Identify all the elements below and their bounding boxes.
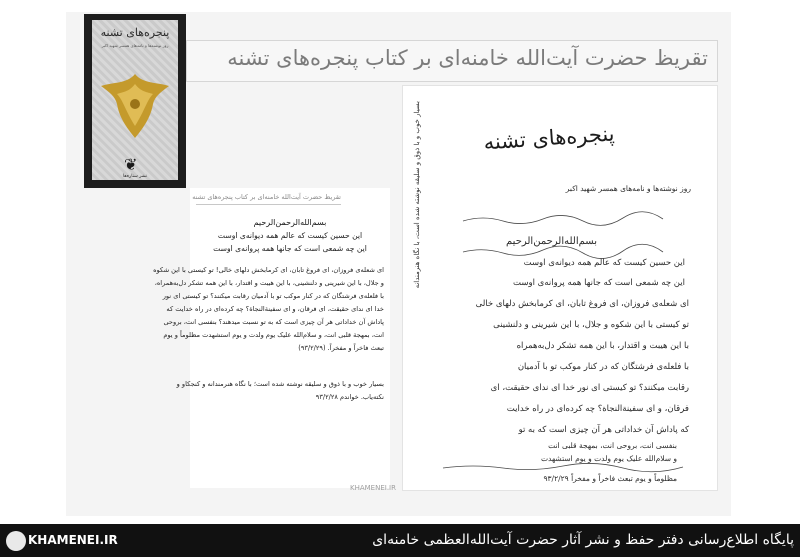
page-title: تقریظ حضرت آیت‌الله خامنه‌ای بر کتاب پنجره‌های تشنه bbox=[227, 46, 708, 70]
watermark: KHAMENEI.IR bbox=[350, 484, 396, 492]
closing-line: نکته‌یاب. خواندم ۹۳/۲/۲۸ bbox=[315, 393, 384, 401]
handwritten-line: روز نوشته‌ها و نامه‌های همسر شهید اکبر bbox=[565, 184, 691, 193]
handwritten-line: و سلام‌الله علیک یوم ولدت و یوم استشهدت bbox=[540, 454, 677, 463]
handwritten-title: پنجره‌های تشنه bbox=[482, 121, 616, 155]
book-cover-art bbox=[92, 20, 178, 180]
handwritten-line: تو کیستی با این شکوه و جلال، با این شیرینی و دلنشینی bbox=[493, 320, 689, 330]
handwritten-line: با فلعله‌ی فرشتگان که در کنار موکب تو با آدمیان bbox=[517, 362, 689, 372]
body-line: ای شعله‌ی فروزان، ای فروغ تابان، ای کرمابخش دلهای خالی! تو کیستی با این شکوه bbox=[153, 266, 384, 274]
body-line: تبعث فاخراً و مفخراً. (۹۳/۲/۲۹) bbox=[298, 344, 384, 352]
poem-line: این چه شمعی است که جانها همه پروانه‌ی اوست bbox=[213, 244, 367, 253]
footer-site-link[interactable]: KHAMENEI.IR bbox=[28, 533, 118, 547]
body-line: خدا ای ندای حقیقت، ای فرقان، و ای سفینةالنجاة؟ چه کرده‌ای در راه خدایت که bbox=[166, 305, 384, 313]
handwritten-line: بسم‌الله‌الرحمن‌الرحیم bbox=[506, 236, 597, 247]
handwritten-line: که پاداش آن خداداتی هر آن چیزی است که به تو bbox=[518, 425, 689, 435]
khamenei-logo-icon bbox=[6, 531, 26, 551]
handwritten-line: این حسین کیست که عالم همه دیوانه‌ی اوست bbox=[523, 258, 685, 268]
book-cover bbox=[84, 14, 186, 188]
closing-line: بسیار خوب و با ذوق و سلیقه نوشته شده است؛ با نگاه هنرمندانه و کنجکاو و bbox=[176, 380, 384, 388]
divider bbox=[196, 204, 341, 205]
body-line: و جلال، با این شیرینی و دلنشینی، با این هیبت و اقتدار، با این همه تشکر دل‌به‌همراه، bbox=[154, 279, 384, 287]
handwritten-line: رقابت میکنند؟ تو کیستی ای نور خدا ای ندای حقیقت، ای bbox=[490, 383, 689, 393]
ornament-icon bbox=[97, 70, 173, 142]
handwritten-line: ای شعله‌ی فروزان، ای فروغ تابان، ای کرمابخش دلهای خالی bbox=[475, 299, 689, 309]
margin-note: بسیار خوب و با ذوق و سلیقه نوشته شده است، با نگاه هنرمندانه bbox=[413, 101, 421, 289]
handwritten-page bbox=[402, 85, 718, 491]
body-line: انت، بمهجة قلبی انت، و سلام‌الله علیک یوم ولدت و یوم استشهدت مظلوماً و یوم bbox=[163, 331, 384, 339]
book-cover-publisher: نشر ستاره‌ها bbox=[123, 174, 147, 179]
handwritten-line: این چه شمعی است که جانها همه پروانه‌ی اوست bbox=[513, 278, 685, 288]
handwritten-line: با این هیبت و اقتدار، با این همه تشکر دل‌به‌همراه bbox=[516, 341, 689, 351]
basmala: بسم‌الله‌الرحمن‌الرحیم bbox=[253, 218, 327, 227]
handwritten-line: فرقان، و ای سفینةالنجاة؟ چه کرده‌ای در راه خدایت bbox=[506, 404, 689, 414]
poem-line: این حسین کیست که عالم همه دیوانه‌ی اوست bbox=[217, 231, 363, 240]
publisher-logo-icon: ❦ bbox=[124, 155, 138, 174]
footer-caption: پایگاه اطلاع‌رسانی دفتر حفظ و نشر آثار حضرت آیت‌الله‌العظمی خامنه‌ای bbox=[372, 532, 794, 548]
body-line: پاداش آن خداداتی هر آن چیزی است که به تو نسبت میدهند؟ بنفسی انت، بروحی bbox=[163, 318, 384, 326]
book-cover-title: پنجره‌های تشنه bbox=[100, 26, 170, 39]
handwritten-line: بنفسی انت، بروحی انت، بمهجة قلبی انت bbox=[548, 441, 677, 450]
book-cover-subtitle: روز نوشته‌ها و نامه‌های همسر شهید اکبر bbox=[101, 44, 169, 48]
typed-text-page bbox=[153, 188, 396, 492]
body-line: با فلعله‌ی فرشتگان که در کنار موکب تو با آدمیان رقابت میکنند؟ تو کیستی ای نور bbox=[162, 292, 384, 300]
handwritten-line: مظلوماً و یوم تبعث فاخراً و مفخراً ۹۳/۲/۲۹ bbox=[543, 474, 677, 483]
typed-page-header: تقریظ حضرت آیت‌الله خامنه‌ای بر کتاب پنجره‌های تشنه bbox=[192, 193, 341, 201]
